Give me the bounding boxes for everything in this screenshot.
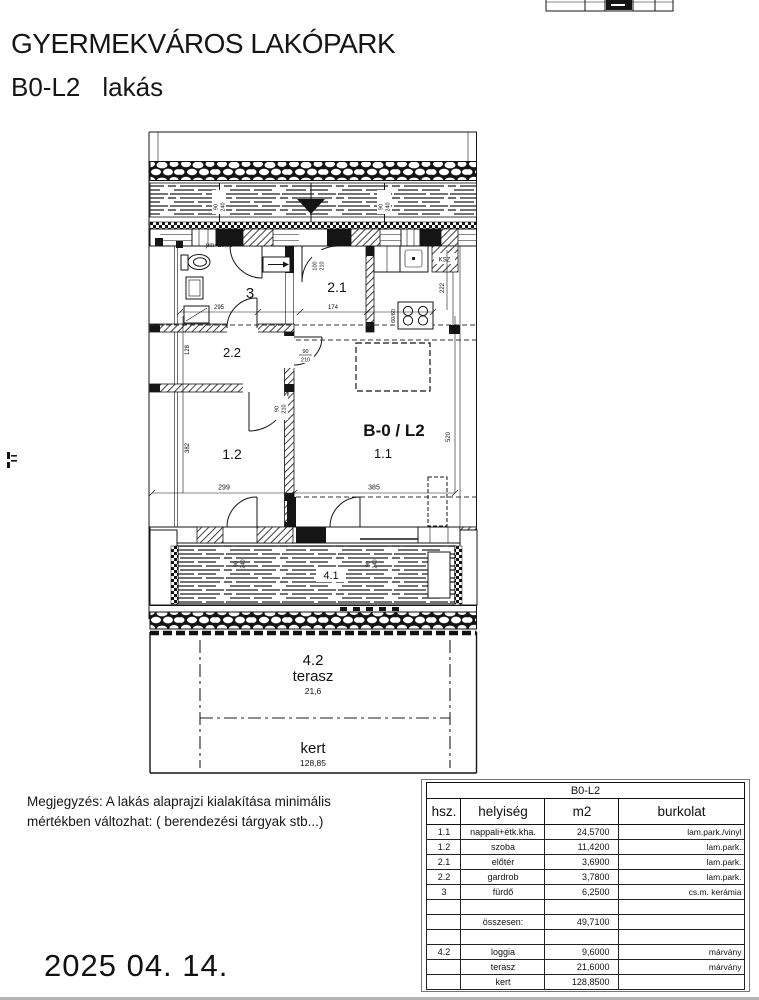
page-title: GYERMEKVÁROS LAKÓPARK [11,28,396,59]
table-cell: 1.1 [427,825,461,840]
entry-door [302,246,338,282]
table-cell [619,900,744,915]
note-line-1: Megjegyzés: A lakás alaprajzi kialakítása minimális [27,794,331,809]
door-width-tag: 90 [365,560,372,568]
table-cell: 9,6000 [545,945,619,960]
unit-subtitle [11,72,163,103]
table-cell: terasz [461,960,545,975]
table-cell: 2.2 [427,870,461,885]
table-cell: kert [461,975,545,990]
table-cell [427,930,461,945]
room-living-label: 1.1 [373,446,393,461]
col-header-helyiseg: helyiség [461,799,545,825]
table-cell [461,930,545,945]
col-header-burkolat: burkolat [619,799,744,825]
terrace-garden [150,632,477,773]
table-cell [619,930,744,945]
room-loggia-label: 4.1 [323,570,339,582]
key-plan [546,0,673,11]
window-height-tag: 240 [220,202,227,212]
toilet-tank-icon [181,255,188,270]
bathroom-fixtures [181,246,290,328]
table-cell [545,900,619,915]
table-cell [619,975,744,990]
entry-door-height-tag: 210 [319,261,326,271]
table-row [427,885,744,900]
dim-living-height: 520 [446,431,452,443]
table-row [427,825,744,840]
table-cell [427,975,461,990]
table-cell: 128,8500 [545,975,619,990]
table-row [427,855,744,870]
table-cell: 3 [427,885,461,900]
loggia-door-arc [330,497,360,527]
table-cell [427,915,461,930]
dim-bedroom-height: 382 [185,442,191,454]
room-entry-label: 2.1 [327,279,347,295]
dim-living-width: 385 [368,484,380,492]
table-cell [427,960,461,975]
table-cell: 21,6000 [545,960,619,975]
room-wardrobe-label: 2.2 [222,345,242,360]
table-cell: lam.park. [619,840,744,855]
room-bathroom-label: 3 [245,285,255,302]
table-cell: gardrob [461,870,545,885]
table-cell: összesen: [461,915,545,930]
terrace-number-label: 4.2 [302,652,324,669]
table-cell: lam.park. [619,855,744,870]
col-header-hsz: hsz. [427,799,461,825]
terrace-name-label: terasz [292,668,334,685]
table-cell: lam.park. [619,870,744,885]
col-header-m2: m2 [545,799,619,825]
door-width-tag: 90 [302,349,309,355]
table-cell [461,900,545,915]
table-cell: márvány [619,960,744,975]
table-cell: márvány [619,945,744,960]
entry-door-width-tag: 100 [312,261,319,271]
unit-code: B0-L2 [11,72,81,102]
table-cell: nappali+étk.kha. [461,825,545,840]
table-row [427,870,744,885]
table-row [427,840,744,855]
dim-bathroom-width: 295 [213,305,225,311]
table-row [427,915,744,930]
kitchen-sink-label: KSZ [438,257,451,264]
table-row [427,945,744,960]
doc-date: 2025 04. 14. [44,948,229,983]
loggia [150,530,477,629]
table-row [427,960,744,975]
table-cell: loggia [461,945,545,960]
floor-level-tag: pm=±0,00 [206,243,233,249]
exterior-wall-top [150,229,477,248]
table-cell: 11,4200 [545,840,619,855]
area-table [426,782,744,990]
door-width-tag: 90 [233,560,240,568]
garden-area-label: 128,85 [300,758,326,768]
bathroom-door-arc [230,246,262,278]
room-bedroom-label: 1.2 [222,446,242,462]
margin-marker [7,452,17,468]
table-cell: cs.m. kerámia [619,885,744,900]
dashed-zone [356,343,430,391]
area-table-frame [421,779,750,992]
terrace-area-label: 21,6 [304,686,322,696]
table-cell [427,900,461,915]
table-row [427,975,744,990]
table-cell [545,930,619,945]
table-title-row [427,783,744,799]
door-height-tag: 210 [300,357,311,364]
unit-word: lakás [102,72,164,102]
table-header-row [427,799,744,825]
stove-size-tag: 60/60 [391,309,397,323]
table-cell [619,915,744,930]
table-cell: 49,7100 [545,915,619,930]
paving-strip [150,222,477,229]
window-height-tag: 240 [385,202,392,212]
note-text [27,792,447,832]
table-cell: 3,7800 [545,870,619,885]
window-width-tag: 90 [213,203,220,211]
door-height-tag: 210 [281,404,288,414]
dim-bedroom-width: 299 [218,484,230,492]
table-cell: szoba [461,840,545,855]
dim-wardrobe-height: 128 [185,344,191,356]
stove-icon [398,302,433,329]
door-height-tag: 240 [240,559,247,569]
loggia-door-arc [227,497,257,527]
gravel-band-bottom [150,612,477,629]
table-title: B0-L2 [427,783,744,799]
door-width-tag: 90 [274,405,281,413]
dashed-zone-small [428,477,447,526]
table-cell: 4.2 [427,945,461,960]
table-cell: 24,5700 [545,825,619,840]
gravel-band-top [150,162,477,181]
table-cell: 1.2 [427,840,461,855]
table-cell: fürdő [461,885,545,900]
window-width-tag: 90 [378,203,385,211]
table-cell: 6,2500 [545,885,619,900]
note-line-2: mértékben változhat: ( berendezési tárgyak stb...) [27,814,324,829]
table-row [427,900,744,915]
table-cell: lam.park./vinyl [619,825,744,840]
dim-entry-width: 174 [327,305,339,311]
dim-kitchen-depth: 222 [440,282,446,294]
unit-label: B-0 / L2 [363,421,425,440]
garden-name-label: kert [300,740,326,757]
table-cell: 2.1 [427,855,461,870]
table-cell: 3,6900 [545,855,619,870]
door-height-tag: 240 [372,559,379,569]
table-row [427,930,744,945]
table-cell: előtér [461,855,545,870]
